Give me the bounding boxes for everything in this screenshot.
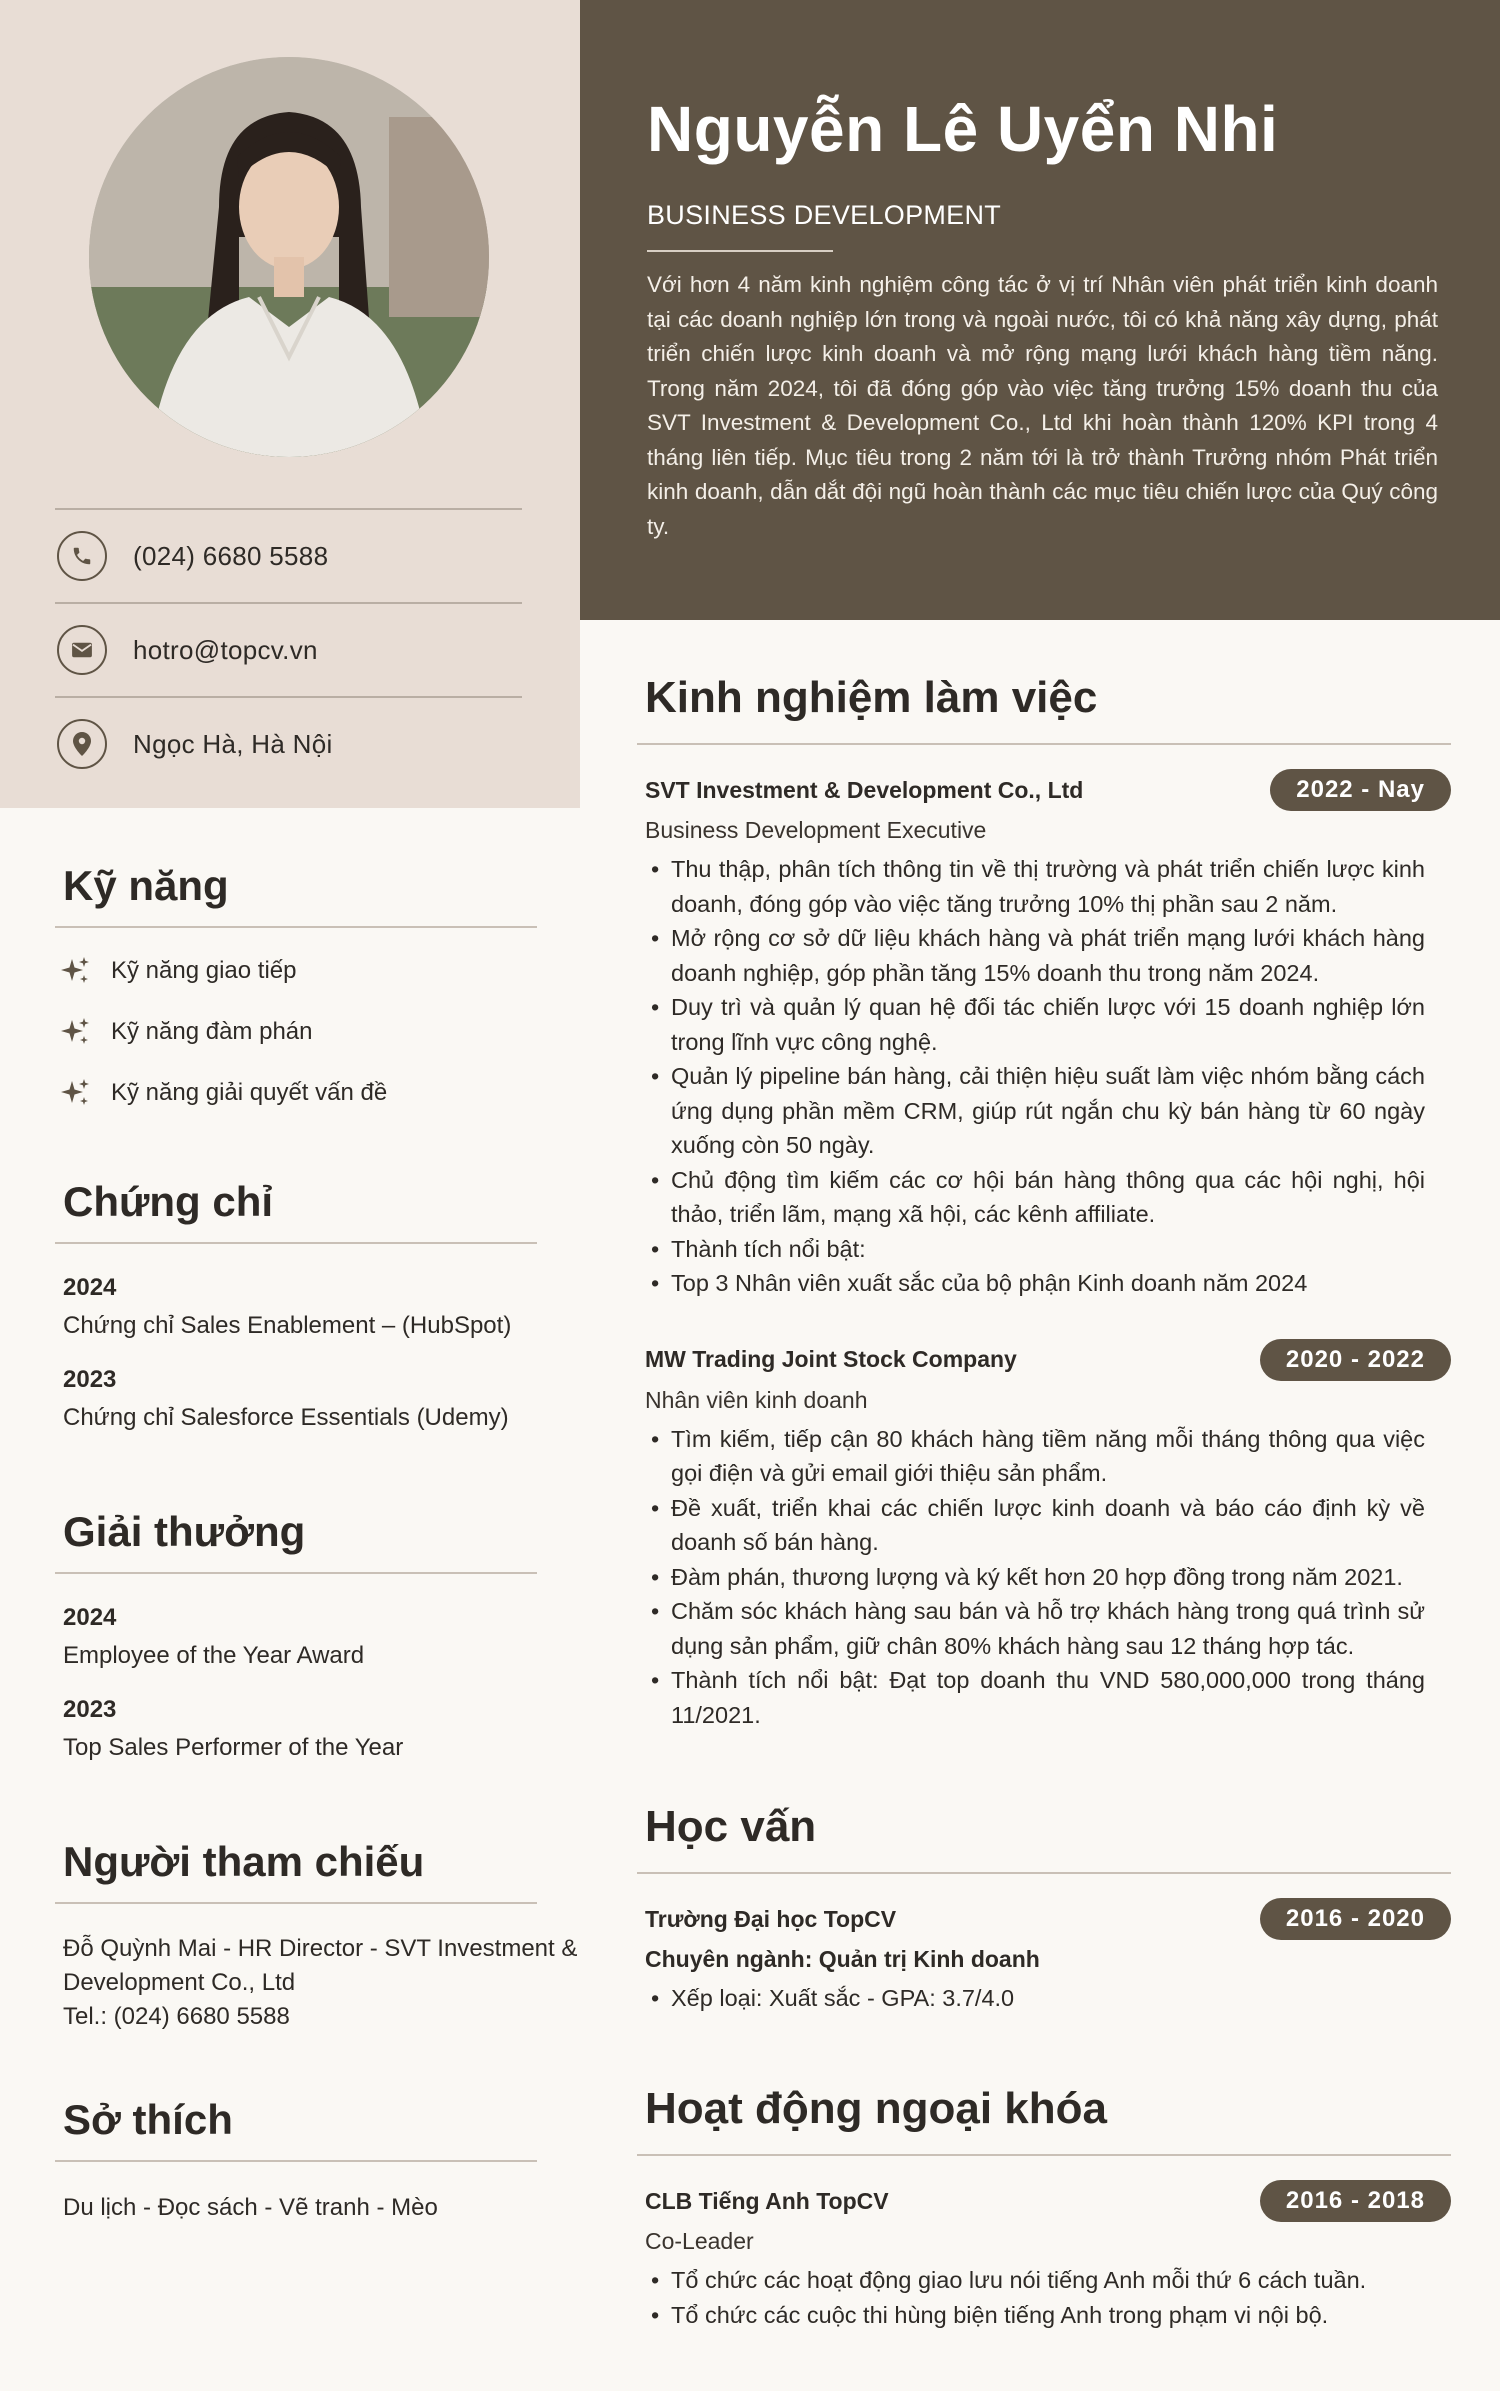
skill-item xyxy=(55,940,537,1001)
activities-title: Hoạt động ngoại khóa xyxy=(645,2084,1107,2133)
list-item: • Đề xuất, triển khai các chiến lược kinh doanh và báo cáo định kỳ về doanh số bán hàng. xyxy=(651,1491,1425,1560)
section-divider xyxy=(637,2154,1451,2156)
email-text: hotro@topcv.vn xyxy=(133,634,318,665)
candidate-role: BUSINESS DEVELOPMENT xyxy=(647,200,1002,230)
job-bullets xyxy=(637,852,1451,1301)
list-item: • Đàm phán, thương lượng và ký kết hơn 20 hợp đồng trong năm 2021. xyxy=(651,1560,1425,1595)
award-name: Top Sales Performer of the Year xyxy=(63,1734,404,1761)
list-item: • Thành tích nổi bật: xyxy=(651,1232,1425,1267)
section-divider xyxy=(55,1902,537,1904)
education-bullets xyxy=(637,1981,1451,2016)
list-item: • Top 3 Nhân viên xuất sắc của bộ phận Kinh doanh năm 2024 xyxy=(651,1266,1425,1301)
section-divider xyxy=(637,1872,1451,1874)
contact-address[interactable] xyxy=(55,696,522,790)
list-item: • Tổ chức các hoạt động giao lưu nói tiếng Anh mỗi thứ 6 cách tuần. xyxy=(651,2263,1425,2298)
sparkle-icon xyxy=(59,955,91,987)
hobbies-text: Du lịch - Đọc sách - Vẽ tranh - Mèo xyxy=(63,2194,438,2221)
awards-section xyxy=(55,1500,537,1762)
phone-text: (024) 6680 5588 xyxy=(133,540,329,571)
sparkle-icon xyxy=(59,1016,91,1048)
certificate-name: Chứng chỉ Salesforce Essentials (Udemy) xyxy=(63,1404,509,1431)
organization-name: CLB Tiếng Anh TopCV xyxy=(645,2187,889,2214)
portrait-illustration xyxy=(89,57,489,457)
candidate-name: Nguyễn Lê Uyển Nhi xyxy=(647,93,1279,165)
contact-list xyxy=(55,508,522,790)
experience-title: Kinh nghiệm làm việc xyxy=(645,673,1098,722)
sparkle-icon xyxy=(59,1077,91,1109)
list-item: • Chăm sóc khách hàng sau bán và hỗ trợ khách hàng trong quá trình sử dụng sản phẩm, giữ chân 80% khách hàng sau 12 tháng hợp tác. xyxy=(651,1594,1425,1663)
certificate-year: 2023 xyxy=(63,1366,117,1393)
certificate-year: 2024 xyxy=(63,1274,117,1301)
experience-section xyxy=(637,665,1451,1732)
list-item: • Thành tích nổi bật: Đạt top doanh thu VND 580,000,000 trong tháng 11/2021. xyxy=(651,1663,1425,1732)
references-title: Người tham chiếu xyxy=(63,1838,425,1885)
certificates-section xyxy=(55,1170,537,1432)
skill-label: Kỹ năng giao tiếp xyxy=(111,956,297,984)
section-divider xyxy=(55,1242,537,1244)
activity-role: Co-Leader xyxy=(645,2228,754,2254)
envelope-icon xyxy=(57,625,107,675)
education-major: Chuyên ngành: Quản trị Kinh doanh xyxy=(645,1946,1040,1972)
reference-phone: Tel.: (024) 6680 5588 xyxy=(63,2003,290,2030)
job-position: Business Development Executive xyxy=(645,817,987,843)
list-item: • Xếp loại: Xuất sắc - GPA: 3.7/4.0 xyxy=(651,1981,1425,2016)
certificates-title: Chứng chỉ xyxy=(63,1178,274,1225)
skills-title: Kỹ năng xyxy=(63,862,229,909)
section-divider xyxy=(55,2160,537,2162)
education-title: Học vấn xyxy=(645,1802,817,1851)
hobbies-section xyxy=(55,2088,537,2222)
phone-icon xyxy=(57,531,107,581)
activities-section xyxy=(637,2076,1451,2332)
award-year: 2024 xyxy=(63,1604,117,1631)
reference-contact: Đỗ Quỳnh Mai - HR Director - SVT Investment & Development Co., Ltd xyxy=(63,1935,578,1996)
company-name: MW Trading Joint Stock Company xyxy=(645,1346,1017,1372)
skills-list xyxy=(55,940,537,1123)
section-divider xyxy=(55,1572,537,1574)
job-position: Nhân viên kinh doanh xyxy=(645,1386,868,1413)
period-badge: 2016 - 2020 xyxy=(1260,1898,1451,1940)
references-section xyxy=(55,1830,578,2034)
skills-section xyxy=(55,854,537,1123)
activity-header xyxy=(637,2180,1451,2222)
education-section xyxy=(637,1794,1451,2016)
list-item: • Quản lý pipeline bán hàng, cải thiện hiệu suất làm việc nhóm bằng cách ứng dụng phần mềm CRM, giúp rút ngắn chu kỳ bán hàng từ 60 ngày xuống còn 50 ngày. xyxy=(651,1059,1425,1163)
role-divider xyxy=(647,250,833,252)
list-item: • Duy trì và quản lý quan hệ đối tác chiến lược với 15 doanh nghiệp lớn trong lĩnh vực công nghệ. xyxy=(651,990,1425,1059)
section-divider xyxy=(55,926,537,928)
skill-item xyxy=(55,1001,537,1062)
hobbies-title: Sở thích xyxy=(63,2096,233,2143)
list-item: • Tổ chức các cuộc thi hùng biện tiếng Anh trong phạm vi nội bộ. xyxy=(651,2298,1425,2333)
certificate-name: Chứng chỉ Sales Enablement – (HubSpot) xyxy=(63,1312,512,1339)
award-year: 2023 xyxy=(63,1696,117,1723)
period-badge: 2020 - 2022 xyxy=(1260,1339,1451,1381)
contact-phone[interactable] xyxy=(55,508,522,602)
activity-bullets xyxy=(637,2263,1451,2332)
location-pin-icon xyxy=(57,719,107,769)
address-text: Ngọc Hà, Hà Nội xyxy=(133,728,333,759)
school-name: Trường Đại học TopCV xyxy=(645,1905,897,1932)
awards-title: Giải thưởng xyxy=(63,1508,306,1555)
education-header xyxy=(637,1898,1451,1940)
skill-label: Kỹ năng đàm phán xyxy=(111,1017,313,1045)
skill-label: Kỹ năng giải quyết vấn đề xyxy=(111,1078,388,1106)
job-header xyxy=(637,1339,1451,1381)
section-divider xyxy=(637,743,1451,745)
award-name: Employee of the Year Award xyxy=(63,1642,365,1669)
profile-photo xyxy=(89,57,489,457)
list-item: • Chủ động tìm kiếm các cơ hội bán hàng thông qua các hội nghị, hội thảo, triển lãm, mạng xã hội, các kênh affiliate. xyxy=(651,1163,1425,1232)
career-summary: Với hơn 4 năm kinh nghiệm công tác ở vị trí Nhân viên phát triển kinh doanh tại các doanh nghiệp lớn trong và ngoài nước, tôi có khả năng xây dựng, phát triển chiến lược kinh doanh và mở rộng mạng lưới khách hàng tiềm năng. Trong năm 2024, tôi đã đóng góp vào việc tăng trưởng 15% doanh thu của SVT Investment & Development Co., Ltd khi hoàn thành 120% KPI trong 4 tháng liên tiếp. Mục tiêu trong 2 năm tới là trở thành Trưởng nhóm Phát triển kinh doanh, dẫn dắt đội ngũ hoàn thành các mục tiêu chiến lược của Quý công ty. xyxy=(647,272,1438,539)
job-header xyxy=(637,769,1451,811)
list-item: • Thu thập, phân tích thông tin về thị trường và phát triển chiến lược kinh doanh, đóng góp vào việc tăng trưởng 10% thị phần sau 2 năm. xyxy=(651,852,1425,921)
contact-email[interactable] xyxy=(55,602,522,696)
list-item: • Tìm kiếm, tiếp cận 80 khách hàng tiềm năng mỗi tháng thông qua việc gọi điện và gửi email giới thiệu sản phẩm. xyxy=(651,1422,1425,1491)
period-badge: 2022 - Nay xyxy=(1270,769,1451,811)
job-bullets xyxy=(637,1422,1451,1733)
period-badge: 2016 - 2018 xyxy=(1260,2180,1451,2222)
list-item: • Mở rộng cơ sở dữ liệu khách hàng và phát triển mạng lưới khách hàng doanh nghiệp, góp phần tăng 15% doanh thu trong năm 2024. xyxy=(651,921,1425,990)
company-name: SVT Investment & Development Co., Ltd xyxy=(645,776,1084,803)
skill-item xyxy=(55,1062,537,1123)
